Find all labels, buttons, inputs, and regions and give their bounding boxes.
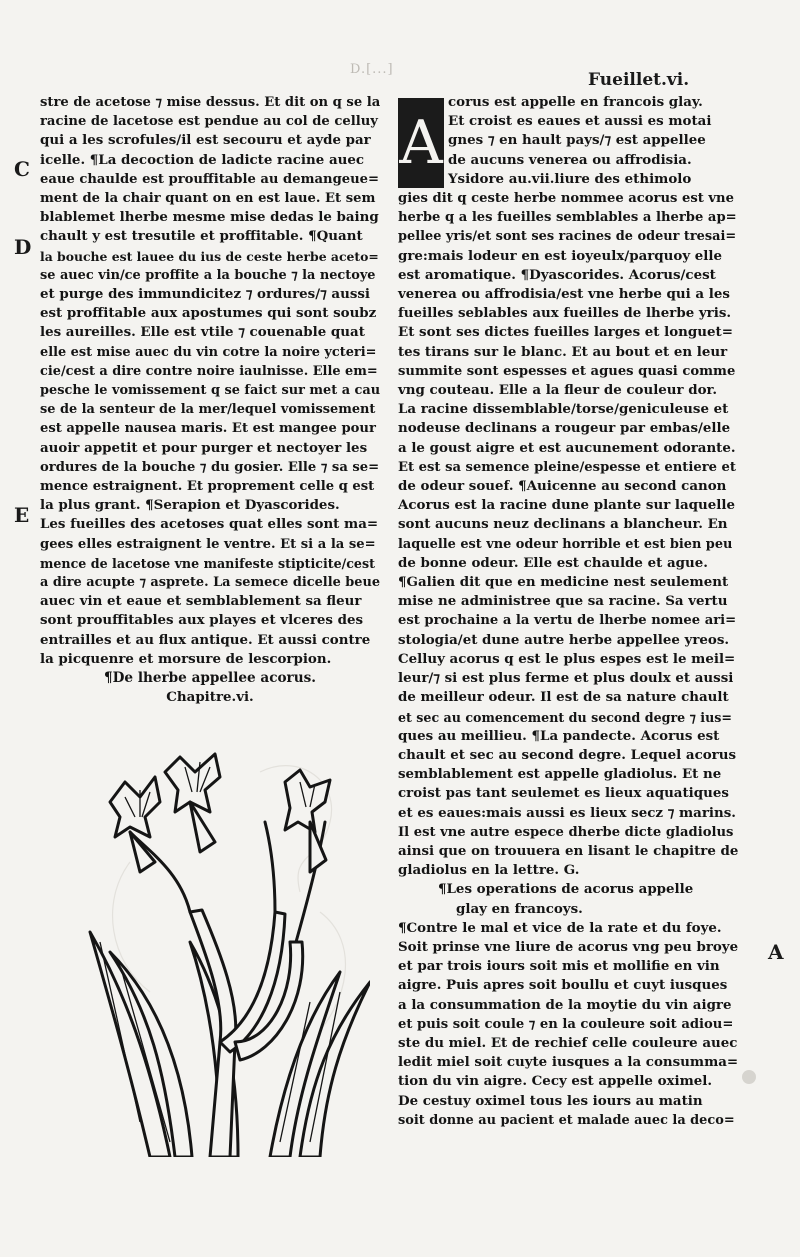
section-heading: ¶De lherbe appellee acorus.	[104, 670, 316, 687]
text-line: a la consummation de la moytie du vin aigre	[398, 996, 732, 1013]
text-line: de aucuns venerea ou affrodisia.	[448, 151, 692, 168]
text-line: est aromatique. ¶Dyascorides. Acorus/cest	[398, 266, 716, 283]
text-line: se auec vin/ce proffite a la bouche ⁊ la nectoye	[40, 267, 376, 283]
text-line: les aureilles. Elle est vtile ⁊ couenable quat	[40, 324, 365, 341]
text-line: mence de lacetose vne manifeste stipticite/cest	[40, 555, 375, 571]
text-line: Les fueilles des acetoses quat elles sont ma=	[40, 516, 379, 533]
text-line: ordures de la bouche ⁊ du gosier. Elle ⁊ sa se=	[40, 459, 380, 475]
right-text-column	[398, 93, 738, 1130]
paper-blemish	[742, 1070, 756, 1084]
text-line: ment de la chair quant on en est laue. Et sem	[40, 191, 376, 207]
text-line: pesche le vomissement q se faict sur met a cau	[40, 383, 381, 399]
text-line: sont aucuns neuz declinans a blancheur. En	[398, 516, 728, 533]
text-line: la plus grant. ¶Serapion et Dyascorides.	[40, 497, 340, 514]
text-line: tion du vin aigre. Cecy est appelle oximel.	[398, 1073, 713, 1090]
margin-letter-a: A	[768, 940, 784, 964]
text-line: et par trois iours soit mis et mollifie en vin	[398, 958, 720, 975]
text-line: la bouche est lauee du ius de ceste herbe aceto=	[40, 248, 379, 264]
text-line: est proffitable aux apostumes qui sont soubz	[40, 305, 377, 322]
text-line: ¶Galien dit que en medicine nest seulement	[398, 574, 729, 591]
section-heading: ¶Les operations de acorus appelle	[438, 881, 694, 898]
text-line: soit donne au pacient et malade auec la deco=	[398, 1112, 735, 1128]
text-line: est prochaine a la vertu de lherbe nomee ari=	[398, 613, 737, 629]
text-line: pellee yris/et sont ses racines de odeur tresai=	[398, 229, 737, 245]
text-line: qui a les scrofules/il est secouru et ayde par	[40, 132, 371, 149]
text-line: aigre. Puis apres soit boullu et cuyt iusques	[398, 977, 728, 994]
text-line: Et croist es eaues et aussi es motai	[448, 113, 712, 130]
text-line: ainsi que on trouuera en lisant le chapitre de	[398, 842, 739, 859]
chapter-title: Chapitre.vi.	[166, 689, 254, 706]
text-line: a le goust aigre et est aucunement odorante.	[398, 439, 736, 456]
margin-letter-e: E	[14, 503, 30, 527]
text-line: mence estraignent. Et proprement celle q est	[40, 479, 375, 495]
text-line: Soit prinse vne liure de acorus vng peu broye	[398, 938, 739, 955]
text-line: laquelle est vne odeur horrible et est bien peu	[398, 536, 733, 552]
text-line: gies dit q ceste herbe nommee acorus est vne	[398, 191, 734, 207]
section-heading: glay en francoys.	[456, 900, 583, 917]
text-line: venerea ou affrodisia/est vne herbe qui a les	[398, 286, 730, 303]
text-line: est appelle nausea maris. Et est mangee pour	[40, 421, 376, 437]
text-line: chault et sec au second degre. Lequel acorus	[398, 746, 736, 763]
text-line: et purge des immundicitez ⁊ ordures/⁊ aussi	[40, 286, 371, 303]
text-line: leur/⁊ si est plus ferme et plus doulx et aussi	[398, 670, 734, 687]
bleed-through-running-head: D.[...]	[350, 62, 394, 77]
text-line: corus est appelle en francois glay.	[448, 94, 703, 110]
text-line: sont prouffitables aux playes et vlceres des	[40, 612, 364, 629]
text-line: vng couteau. Elle a la fleur de couleur dor.	[398, 382, 718, 399]
text-line: nodeuse declinans a rougeur par embas/elle	[398, 420, 731, 437]
text-line: chault y est tresutile et proffitable. ¶Quant	[40, 228, 363, 245]
text-line: stre de acetose ⁊ mise dessus. Et dit on q se la	[40, 95, 381, 110]
acorus-plant-woodcut	[70, 742, 370, 1157]
text-line: Il est vne autre espece dherbe dicte gladiolus	[398, 824, 734, 840]
text-line: et puis soit coule ⁊ en la couleure soit adiou=	[398, 1016, 734, 1032]
text-line: icelle. ¶La decoction de ladicte racine auec	[40, 151, 365, 168]
text-line: elle est mise auec du vin cotre la noire ycteri=	[40, 344, 377, 360]
text-line: de odeur souef. ¶Auicenne au second canon	[398, 478, 727, 495]
text-line: blablemet lherbe mesme mise dedas le baing	[40, 209, 379, 226]
text-line: gre:mais lodeur en est ioyeulx/parquoy elle	[398, 247, 722, 264]
text-line: La racine dissemblable/torse/geniculeuse et	[398, 401, 729, 418]
text-line: De cestuy oximel tous les iours au matin	[398, 1092, 703, 1109]
text-line: de meilleur odeur. Il est de sa nature chault	[398, 689, 729, 706]
text-line: tes tirans sur le blanc. Et au bout et en leur	[398, 343, 728, 360]
margin-letter-c: C	[14, 157, 30, 181]
text-line: gees elles estraignent le ventre. Et si a la se=	[40, 536, 376, 552]
text-line: Acorus est la racine dune plante sur laquelle	[398, 497, 735, 514]
text-line: ques au meillieu. ¶La pandecte. Acorus est	[398, 727, 720, 744]
margin-letter-d: D	[14, 235, 32, 259]
text-line: semblablement est appelle gladiolus. Et ne	[398, 766, 722, 783]
text-line: gladiolus en la lettre. G.	[398, 862, 580, 879]
text-line: summite sont espesses et agues quasi comme	[398, 363, 736, 379]
text-line: la picquenre et morsure de lescorpion.	[40, 650, 332, 667]
text-line: auoir appetit et pour purger et nectoyer les	[40, 439, 368, 456]
text-line: fueilles seblables aux fueilles de lherbe yris.	[398, 305, 732, 322]
text-line: auec vin et eaue et semblablement sa fleur	[40, 593, 362, 610]
text-line: entrailles et au flux antique. Et aussi contre	[40, 631, 371, 648]
text-line: de bonne odeur. Elle est chaulde et ague.	[398, 554, 708, 571]
text-line: gnes ⁊ en hault pays/⁊ est appellee	[448, 132, 706, 149]
text-line: Et sont ses dictes fueilles larges et longuet=	[398, 324, 733, 341]
text-line: croist pas tant seulemet es lieux aquatiques	[398, 785, 729, 802]
text-line: eaue chaulde est prouffitable au demangeue=	[40, 171, 380, 187]
text-line: et sec au comencement du second degre ⁊ ius=	[398, 709, 732, 725]
text-line: mise ne administree que sa racine. Sa vertu	[398, 593, 728, 610]
text-line: Ysidore au.vii.liure des ethimolo	[448, 170, 692, 187]
folio-number: Fueillet.vi.	[588, 70, 690, 90]
text-line: se de la senteur de la mer/lequel vomissement	[40, 402, 376, 418]
initial-letter: A	[399, 108, 443, 178]
text-line: Celluy acorus q est le plus espes est le meil=	[398, 650, 736, 667]
text-line: a dire acupte ⁊ asprete. La semece dicelle beue	[40, 575, 381, 591]
text-line: ste du miel. Et de rechief celle couleure auec	[398, 1034, 738, 1051]
text-line: racine de lacetose est pendue au col de celluy	[40, 114, 378, 130]
left-text-column	[40, 93, 380, 708]
text-line: cie/cest a dire contre noire iaulnisse. Elle em=	[40, 363, 378, 379]
text-line: Et est sa semence pleine/espesse et entiere et	[398, 459, 736, 475]
text-line: ¶Contre le mal et vice de la rate et du foye.	[398, 919, 722, 936]
text-line: et es eaues:mais aussi es lieux secz ⁊ marins.	[398, 804, 736, 821]
text-line: ledit miel soit cuyte iusques a la consumma=	[398, 1054, 739, 1071]
text-line: stologia/et dune autre herbe appellee yreos.	[398, 631, 730, 648]
text-line: herbe q a les fueilles semblables a lherbe ap=	[398, 210, 737, 226]
